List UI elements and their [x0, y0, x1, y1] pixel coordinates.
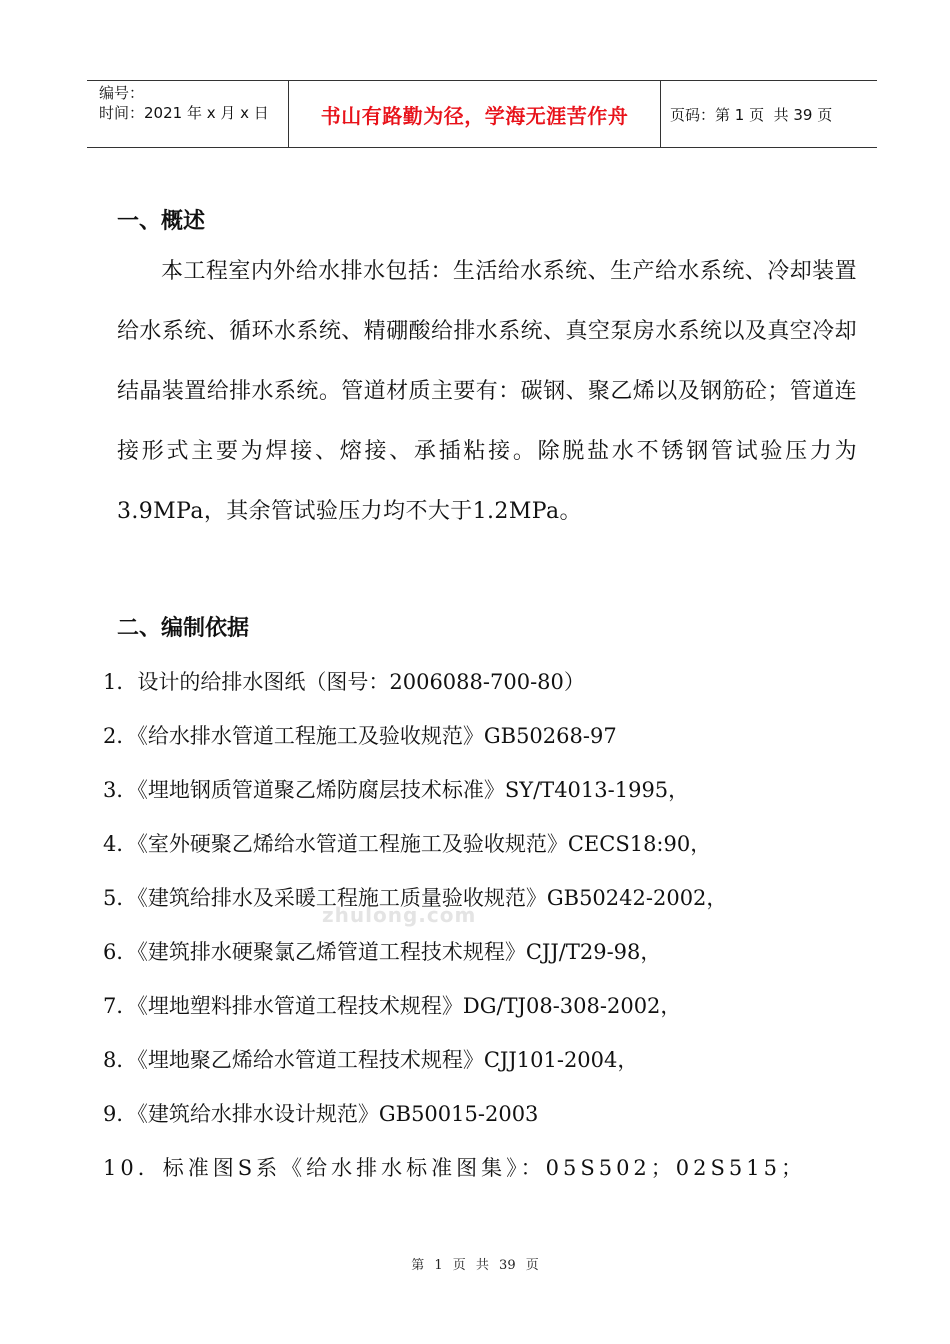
header-motto: 书山有路勤为径，学海无涯苦作舟 [320, 103, 629, 128]
basis-list-item: 8．《埋地聚乙烯给水管道工程技术规程》CJJ101-2004， [103, 1048, 639, 1072]
page-footer: 第 1 页 共 39 页 [411, 1258, 539, 1273]
header-time-label: 时间：2021 年 x 月 x 日 [99, 104, 269, 122]
basis-list-item: 4．《室外硬聚乙烯给水管道工程施工及验收规范》CECS18:90， [103, 832, 712, 856]
header-page-label: 页码：第 1 页 共 39 页 [670, 105, 833, 124]
basis-list-item: 3．《埋地钢质管道聚乙烯防腐层技术标准》SY/T4013-1995， [103, 778, 690, 802]
section-title-basis: 二、编制依据 [117, 616, 250, 641]
basis-list-item: 6．《建筑排水硬聚氯乙烯管道工程技术规程》CJJ/T29-98， [103, 940, 662, 964]
watermark: zhulong.com [322, 903, 477, 927]
page-header [87, 80, 877, 148]
basis-list-item: 2．《给水排水管道工程施工及验收规范》GB50268-97 [103, 724, 617, 748]
basis-list-item: 1．设计的给排水图纸（图号：2006088-700-80） [103, 670, 585, 694]
header-page-indicator [670, 81, 832, 147]
section-title-overview: 一、概述 [117, 209, 206, 234]
header-divider [660, 81, 661, 147]
basis-list-item: 5．《建筑给排水及采暖工程施工质量验收规范》GB50242-2002， [103, 886, 728, 910]
basis-list-item: 7．《埋地塑料排水管道工程技术规程》DG/TJ08-308-2002， [103, 994, 682, 1018]
header-meta [99, 83, 289, 123]
header-number-label: 编号： [99, 84, 145, 102]
overview-paragraph: 本工程室内外给水排水包括：生活给水系统、生产给水系统、冷却装置给水系统、循环水系统、精硼酸给排水系统、真空泵房水系统以及真空冷却结晶装置给排水系统。管道材质主要有：碳钢、聚乙烯以及钢筋砼；管道连接形式主要为焊接、熔接、承插粘接。除脱盐水不锈钢管试验压力为3.9MPa，其余管试验压力均不大于1.2MPa。 [117, 259, 857, 524]
basis-list-item: 10．标准图S系《给水排水标准图集》：05S502；02S515； [103, 1156, 806, 1180]
basis-list-item: 9．《建筑给水排水设计规范》GB50015-2003 [103, 1102, 539, 1126]
